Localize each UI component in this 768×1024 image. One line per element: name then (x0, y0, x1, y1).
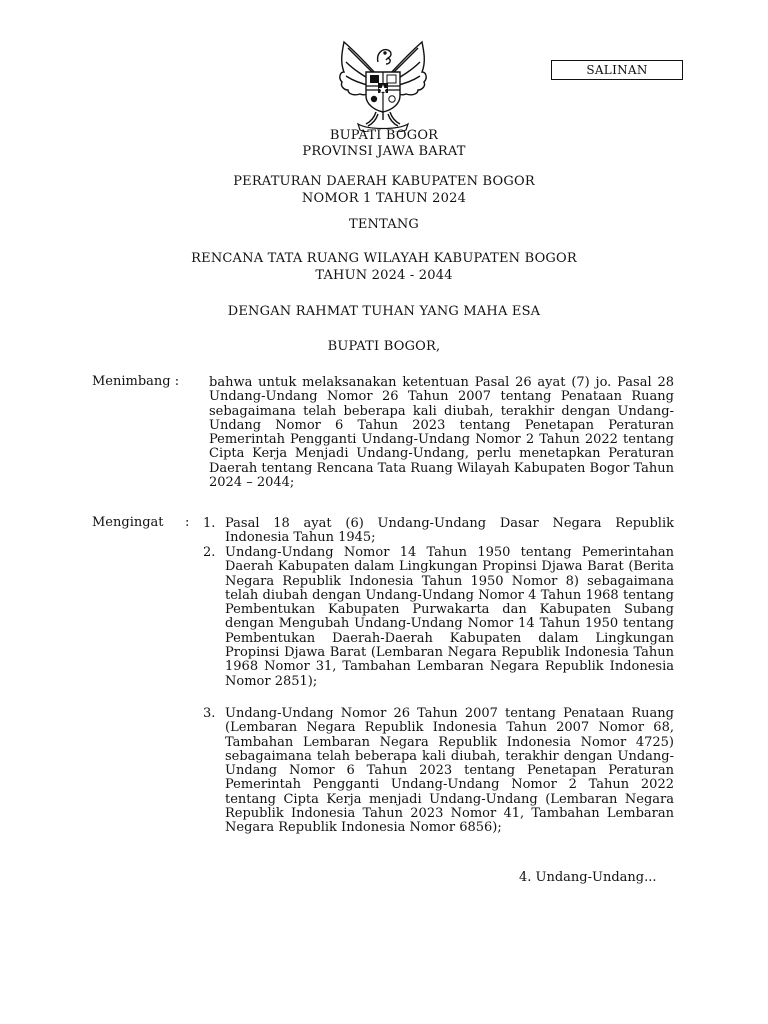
regulation-title: PERATURAN DAERAH KABUPATEN BOGOR (233, 174, 535, 189)
copy-stamp: SALINAN (551, 60, 683, 80)
invocation: DENGAN RAHMAT TUHAN YANG MAHA ESA (227, 304, 541, 319)
menimbang-text: bahwa untuk melaksanakan ketentuan Pasal 26 ayat (7) jo. Pasal 28 Undang-Undang Nomor 26 Tahun 2007 tentang Penataan Ruang sebagaimana telah beberapa kali diubah, terakhir dengan Undang-Undang Nomor 6 Tahun 2023 tentang Penetapan Peraturan Pemerintah Pengganti Undang-Undang Nomor 2 Tahun 2022 tentang Cipta Kerja Menjadi Undang-Undang, perlu menetapkan Peraturan Daerah tentang Rencana Tata Ruang Wilayah Kabupaten Bogor Tahun 2024 – 2044; (209, 375, 674, 491)
header-province: PROVINSI JAWA BARAT (302, 144, 466, 159)
regulation-subject: RENCANA TATA RUANG WILAYAH KABUPATEN BOGOR (191, 251, 577, 266)
menimbang-label: Menimbang : (92, 374, 180, 389)
regulation-number: NOMOR 1 TAHUN 2024 (301, 191, 467, 206)
mengingat-colon: : (185, 515, 190, 530)
mengingat-label: Mengingat (92, 515, 164, 530)
mengingat-item-text: Pasal 18 ayat (6) Undang-Undang Dasar Negara Republik Indonesia Tahun 1945; (225, 516, 674, 546)
regulation-period: TAHUN 2024 - 2044 (315, 268, 453, 283)
regulation-about: TENTANG (348, 217, 420, 232)
mengingat-item-number: 3. (203, 706, 216, 721)
mengingat-item-text: Undang-Undang Nomor 14 Tahun 1950 tentang Pemerintahan Daerah Kabupaten dalam Lingkungan Propinsi Djawa Barat (Berita Negara Republik Indonesia Tahun 1950 Nomor 8) sebagaimana telah diubah dengan Undang-Undang Nomor 4 Tahun 1968 tentang Pembentukan Kabupaten Purwakarta dan Kabupaten Subang dengan Mengubah Undang-Undang Nomor 14 Tahun 1950 tentang Pembentukan Daerah-Daerah Kabupaten dalam Lingkungan Propinsi Djawa Barat (Lembaran Negara Republik Indonesia Tahun 1968 Nomor 31, Tambahan Lembaran Negara Republik Indonesia Nomor 2851); (225, 545, 674, 689)
garuda-emblem-icon (330, 38, 436, 132)
official-heading: BUPATI BOGOR, (327, 339, 441, 354)
mengingat-item-number: 2. (203, 545, 216, 560)
header-bupati: BUPATI BOGOR (329, 128, 439, 143)
next-page-continuation: 4. Undang-Undang... (519, 870, 657, 885)
mengingat-item-text: Undang-Undang Nomor 26 Tahun 2007 tentang Penataan Ruang (Lembaran Negara Republik Indonesia Tahun 2007 Nomor 68, Tambahan Lembaran Negara Republik Indonesia Nomor 4725) sebagaimana telah beberapa kali diubah, terakhir dengan Undang-Undang Nomor 6 Tahun 2023 tentang Penetapan Peraturan Pemerintah Pengganti Undang-Undang Nomor 2 Tahun 2022 tentang Cipta Kerja menjadi Undang-Undang (Lembaran Negara Republik Indonesia Tahun 2023 Nomor 41, Tambahan Lembaran Negara Republik Indonesia Nomor 6856); (225, 706, 674, 836)
mengingat-item-number: 1. (203, 516, 216, 531)
